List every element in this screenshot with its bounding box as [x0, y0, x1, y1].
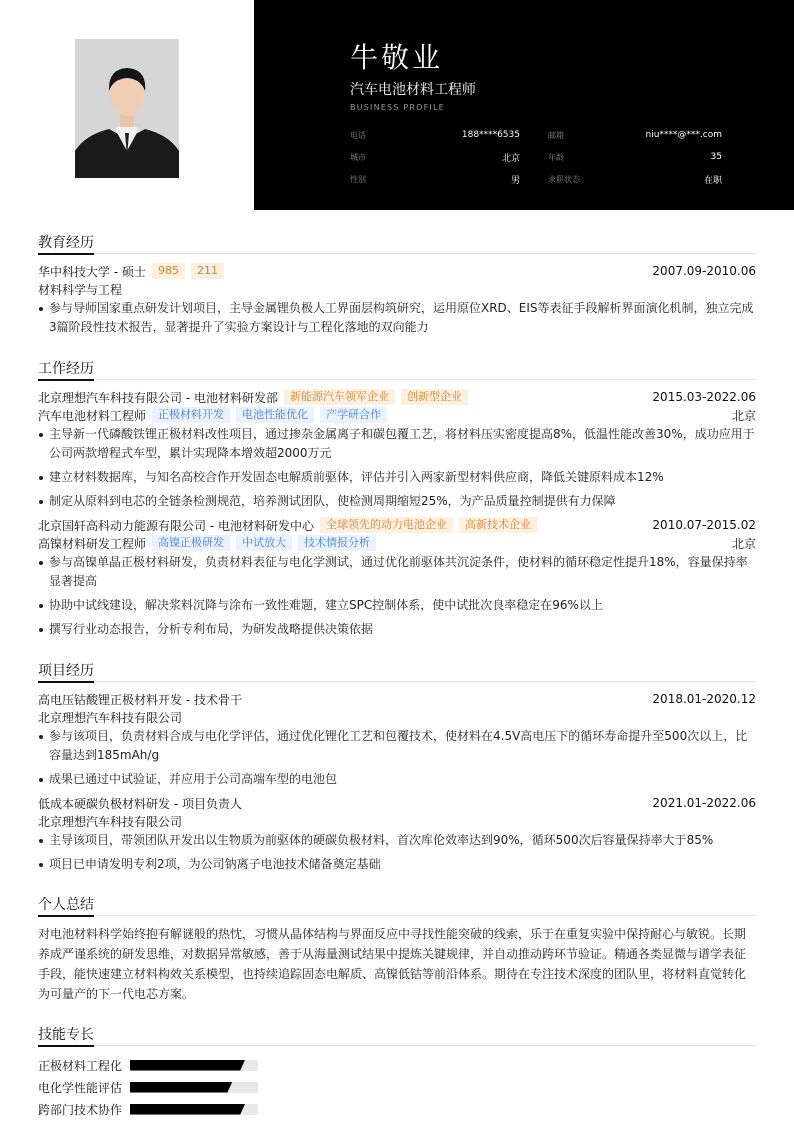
skills-list — [38, 1054, 756, 1120]
summary-text: 对电池材料科学始终抱有解谜般的热忱，习惯从晶体结构与界面反应中寻找性能突破的线索，乐于在重复实验中保持耐心与敏锐。长期养成严谨系统的研发思维，对数据异常敏感，善于从海量测试结果中提炼关键规律，并自动推动跨环节验证。精通各类显微与谱学表征手段，能快速建立材料构效关系模型，也持续追踪固态电解质、高镍低钴等前沿体系。期待在专注技术深度的团队里，将材料直觉转化为可量产的下一代电芯方案。 — [38, 927, 747, 1001]
info-gender — [350, 173, 536, 186]
list-item: 主导新一代磷酸铁锂正极材料改性项目，通过掺杂金属离子和碳包覆工艺，将材料压实密度提高8%，低温性能改善30%，成功应用于公司两款增程式车型，累计实现降本增效超2000万元 — [38, 425, 756, 463]
info-value: 男 — [510, 175, 520, 186]
job-city: 北京 — [731, 408, 756, 423]
info-row — [350, 168, 722, 190]
skill-item — [38, 1098, 399, 1120]
skill-bar — [130, 1082, 258, 1093]
section-title: 项目经历 — [38, 660, 756, 682]
position-tag: 中试放大 — [236, 535, 292, 551]
job-position-row — [38, 406, 756, 424]
project-date: 2021.01-2022.06 — [652, 796, 756, 810]
company-name: 北京理想汽车科技有限公司 - 电池材料研发部 — [38, 390, 278, 405]
project-entry — [38, 794, 756, 874]
info-row — [350, 124, 722, 146]
position-tag: 技术情报分析 — [298, 535, 376, 551]
job-city: 北京 — [731, 536, 756, 551]
skill-bar — [130, 1060, 258, 1071]
position-tag: 高镍正极研发 — [152, 535, 230, 551]
section-title: 教育经历 — [38, 232, 756, 254]
info-label: 性别 — [350, 174, 366, 184]
education-major: 材料科学与工程 — [38, 282, 123, 297]
job-position: 汽车电池材料工程师 — [38, 408, 147, 423]
position-tag: 电池性能优化 — [236, 407, 314, 423]
info-value: 35 — [710, 152, 722, 162]
info-label: 城市 — [350, 152, 366, 162]
project-org: 北京理想汽车科技有限公司 — [38, 814, 183, 829]
skill-bar — [130, 1104, 258, 1115]
portrait-image — [75, 39, 179, 178]
project-date: 2018.01-2020.12 — [652, 692, 756, 706]
summary-section — [38, 894, 756, 1004]
job-date: 2015.03-2022.06 — [652, 390, 756, 404]
info-value: 北京 — [501, 153, 520, 164]
info-status — [536, 173, 722, 186]
project-header — [38, 794, 756, 812]
section-title: 工作经历 — [38, 358, 756, 380]
school-tag: 985 — [152, 263, 185, 279]
list-item: 项目已申请发明专利2项，为公司钠离子电池技术储备奠定基础 — [38, 855, 756, 874]
profile-photo — [75, 39, 179, 178]
list-item: 参与导师国家重点研发计划项目，主导金属锂负极人工界面层构筑研究，运用原位XRD、EIS等表征手段解析界面演化机制，独立完成3篇阶段性技术报告，显著提升了实验方案设计与工程化落地的双向能力 — [38, 299, 756, 337]
education-section — [38, 232, 756, 342]
company-tag: 创新型企业 — [401, 389, 468, 405]
company-tag: 高新技术企业 — [459, 517, 537, 533]
candidate-role: 汽车电池材料工程师 — [350, 82, 476, 98]
projects-section — [38, 660, 756, 879]
info-email — [536, 130, 722, 141]
project-bullets — [38, 831, 756, 874]
list-item: 协助中试线建设，解决浆料沉降与涂布一致性难题，建立SPC控制体系，使中试批次良率稳定在96%以上 — [38, 596, 756, 615]
project-name: 高电压钴酸锂正极材料开发 - 技术骨干 — [38, 692, 242, 707]
info-label: 求职状态 — [548, 174, 580, 184]
project-bullets — [38, 727, 756, 789]
project-org-row — [38, 812, 756, 830]
project-org-row — [38, 708, 756, 726]
job-header — [38, 388, 756, 406]
company-tag: 新能源汽车领军企业 — [284, 389, 395, 405]
list-item: 主导该项目，带领团队开发出以生物质为前驱体的硬碳负极材料，首次库伦效率达到90%，循环500次后容量保持率大于85% — [38, 831, 756, 850]
skill-bar-fill — [130, 1082, 232, 1093]
skills-section — [38, 1024, 756, 1120]
job-header — [38, 516, 756, 534]
company-tag: 全球领先的动力电池企业 — [320, 517, 453, 533]
job-position: 高镍材料研发工程师 — [38, 536, 147, 551]
skill-bar-fill — [130, 1060, 245, 1071]
skill-bar-fill — [130, 1104, 245, 1115]
list-item: 建立材料数据库，与知名高校合作开发固态电解质前驱体，评估并引入两家新型材料供应商，降低关键原料成本12% — [38, 468, 756, 487]
list-item: 成果已通过中试验证，并应用于公司高端车型的电池包 — [38, 770, 756, 789]
info-label: 年龄 — [548, 152, 564, 162]
list-item: 制定从原料到电芯的全链条检测规范，培养测试团队，使检测周期缩短25%，为产品质量控制提供有力保障 — [38, 492, 756, 511]
position-tag: 正极材料开发 — [152, 407, 230, 423]
school-name: 华中科技大学 - 硕士 — [38, 264, 146, 279]
project-header — [38, 690, 756, 708]
education-date: 2007.09-2010.06 — [652, 264, 756, 278]
job-entry — [38, 388, 756, 511]
list-item: 参与高镍单晶正极材料研发，负责材料表征与电化学测试，通过优化前驱体共沉淀条件，使材料的循环稳定性提升18%，容量保持率显著提高 — [38, 553, 756, 591]
skill-name: 正极材料工程化 — [38, 1058, 123, 1073]
education-bullets — [38, 299, 756, 337]
job-date: 2010.07-2015.02 — [652, 518, 756, 532]
info-phone — [350, 130, 536, 141]
work-section — [38, 358, 756, 644]
company-name: 北京国轩高科动力能源有限公司 - 电池材料研发中心 — [38, 518, 314, 533]
school-tag: 211 — [191, 263, 224, 279]
job-bullets — [38, 425, 756, 511]
skill-item — [38, 1076, 399, 1098]
contact-info — [350, 124, 722, 190]
skill-item — [38, 1054, 399, 1076]
profile-subtitle: BUSINESS PROFILE — [350, 103, 445, 112]
project-name: 低成本硬碳负极材料研发 - 项目负责人 — [38, 796, 242, 811]
info-value: 188****6535 — [461, 130, 520, 140]
project-entry — [38, 690, 756, 789]
job-position-row — [38, 534, 756, 552]
project-org: 北京理想汽车科技有限公司 — [38, 710, 183, 725]
education-header — [38, 262, 756, 280]
list-item: 撰写行业动态报告，分析专利布局，为研发战略提供决策依据 — [38, 620, 756, 639]
job-entry — [38, 516, 756, 639]
section-title: 技能专长 — [38, 1024, 756, 1046]
candidate-name: 牛敬业 — [350, 41, 444, 74]
skill-name: 跨部门技术协作 — [38, 1102, 123, 1117]
header-panel — [254, 0, 794, 210]
job-bullets — [38, 553, 756, 639]
info-label: 邮箱 — [548, 130, 564, 140]
position-tag: 产学研合作 — [320, 407, 387, 423]
list-item: 参与该项目，负责材料合成与电化学评估，通过优化锂化工艺和包覆技术，使材料在4.5V高电压下的循环寿命提升至500次以上，比容量达到185mAh/g — [38, 727, 756, 765]
info-value: 在职 — [703, 175, 722, 186]
info-value: niu****@***.com — [645, 130, 722, 140]
info-age — [536, 152, 722, 163]
info-label: 电话 — [350, 130, 366, 140]
info-row — [350, 146, 722, 168]
info-city — [350, 151, 536, 164]
education-major-row — [38, 280, 756, 298]
skill-name: 电化学性能评估 — [38, 1080, 123, 1095]
section-title: 个人总结 — [38, 894, 756, 916]
